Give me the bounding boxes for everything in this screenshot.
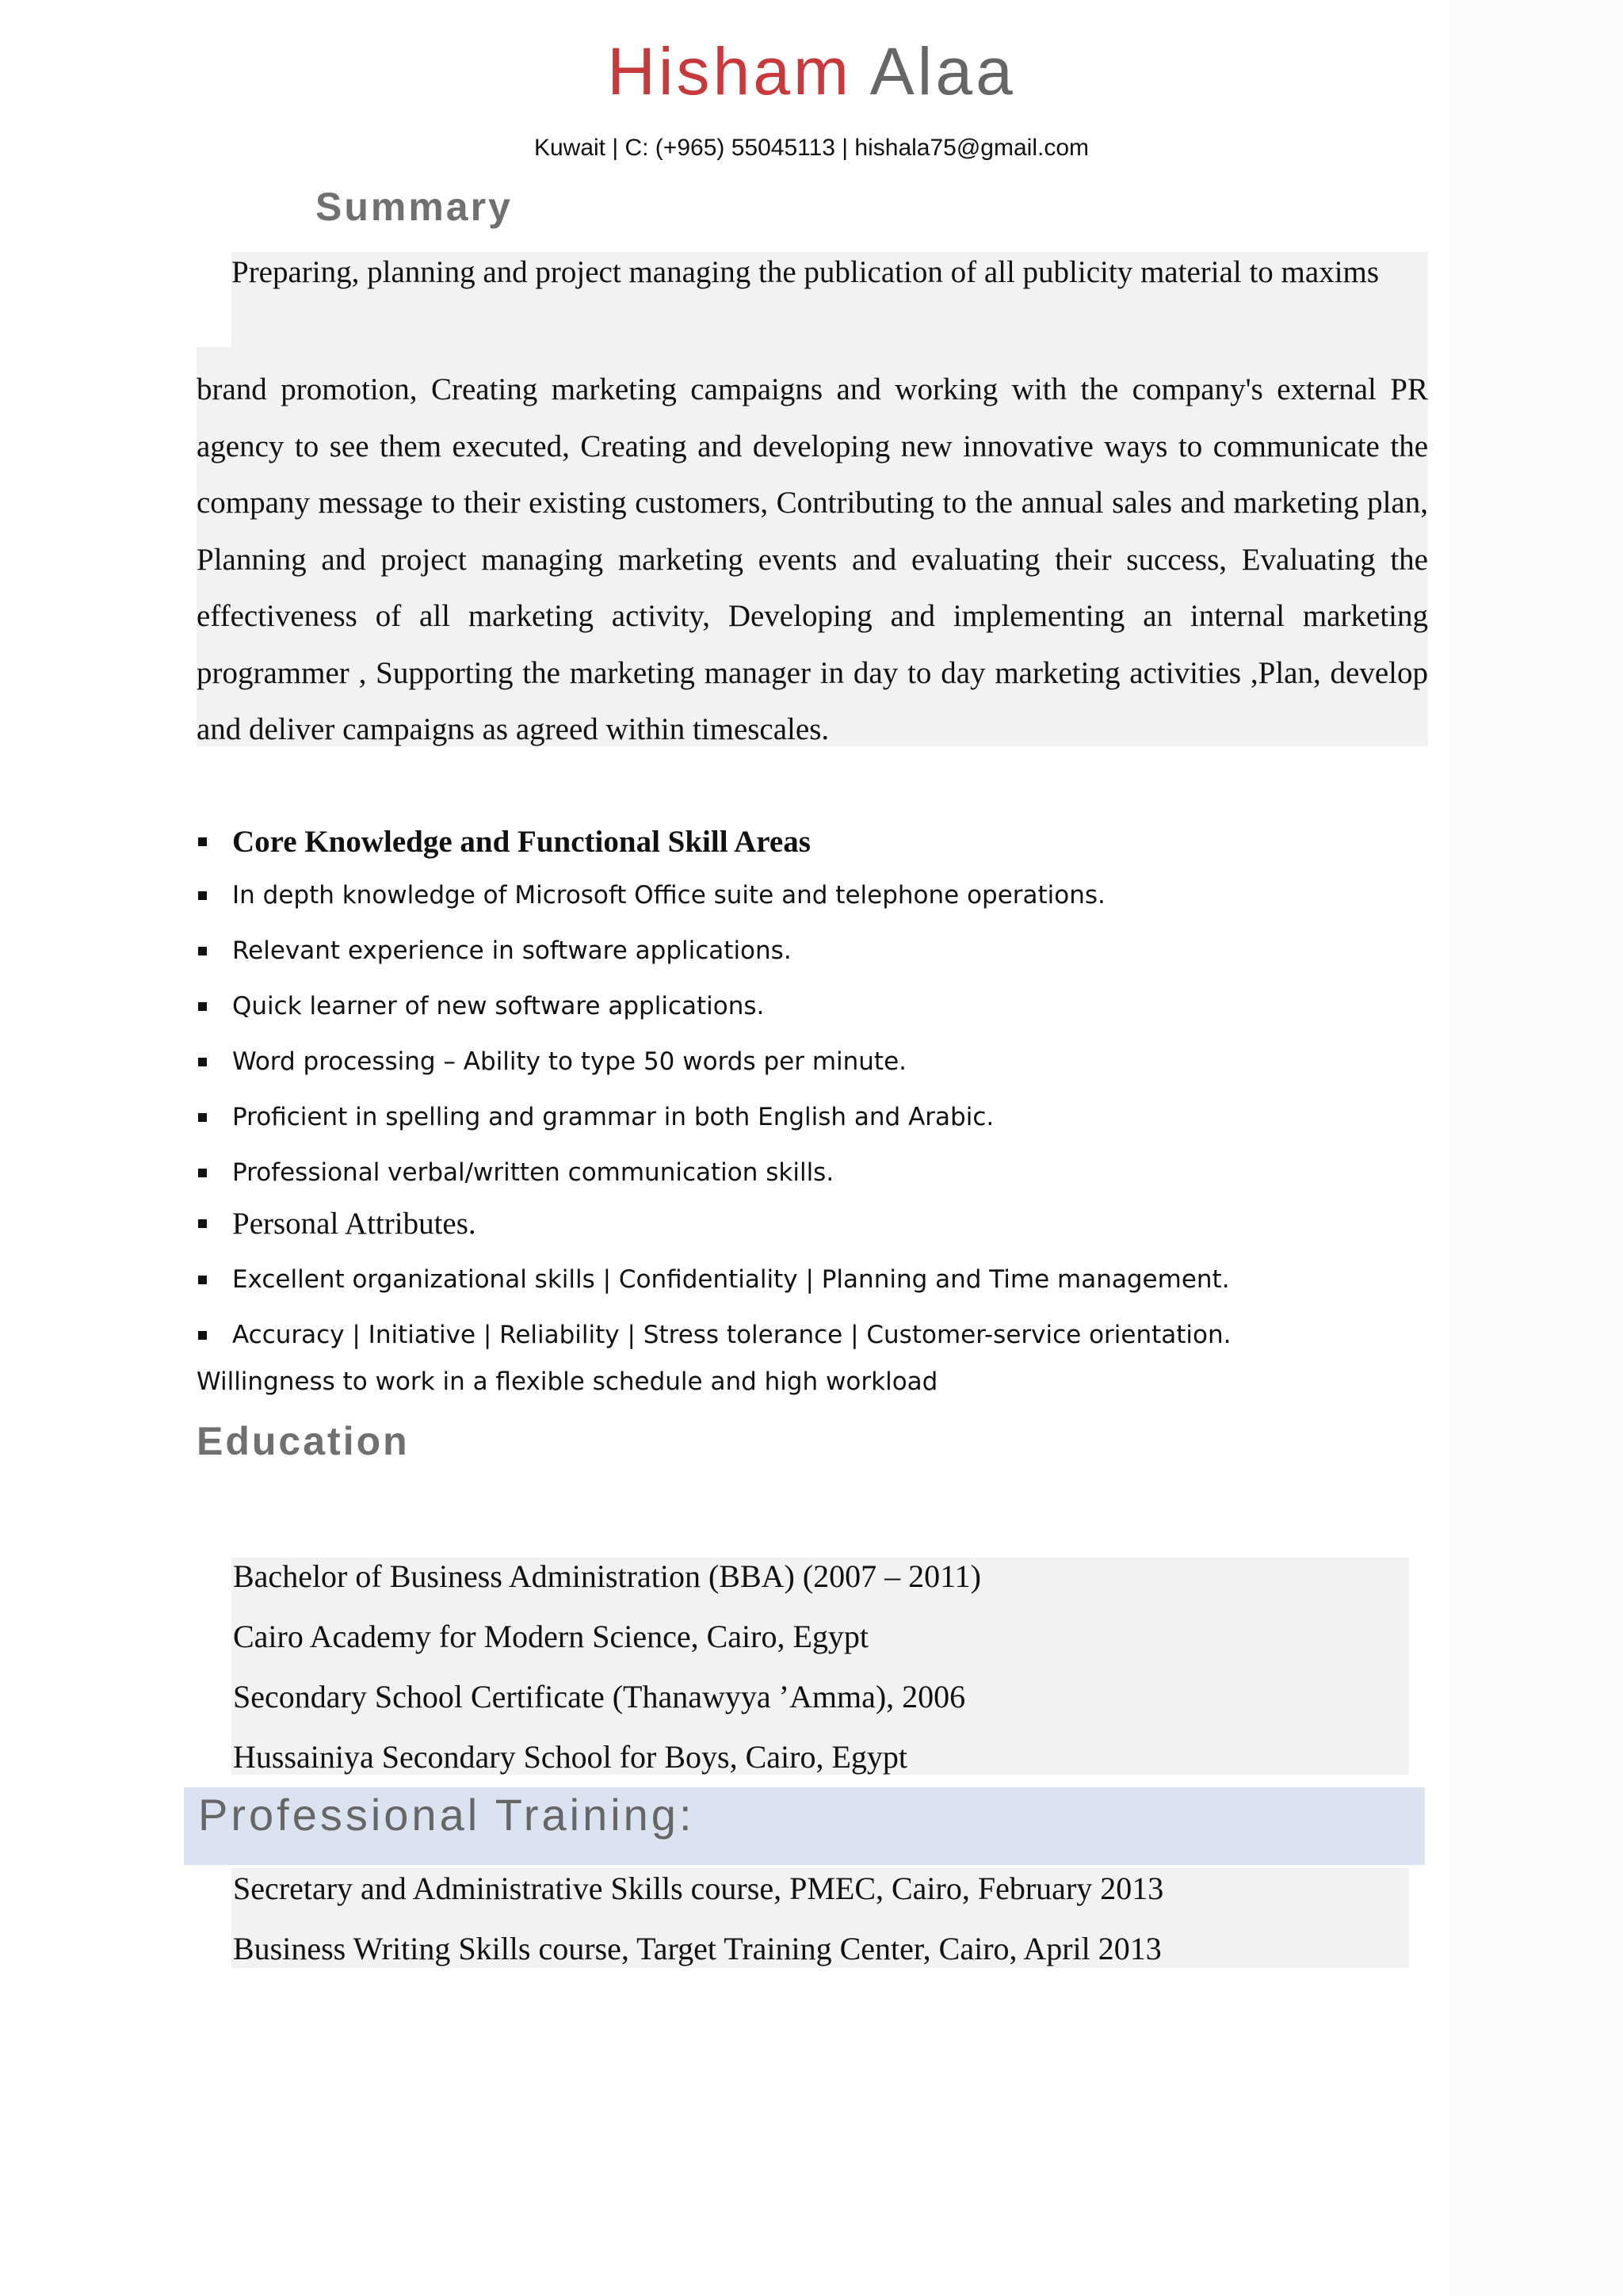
- page-margin-shade: [1450, 0, 1623, 2296]
- list-item: [198, 992, 764, 1020]
- summary-heading: Summary: [315, 185, 513, 229]
- skill-text: Relevant experience in software applications.: [232, 936, 792, 965]
- training-line: Secretary and Administrative Skills course, PMEC, Cairo, February 2013: [233, 1871, 1164, 1906]
- list-item: [198, 1103, 994, 1131]
- summary-body: brand promotion, Creating marketing campaigns and working with the company's external PR agency to see them executed, Creating and developing new innovative ways to communicate the company message to their existing customers, Contributing to the annual sales and marketing plan, Planning and project managing marketing events and evaluating their success, Evaluating the effectiveness of all marketing activity, Developing and implementing an internal marketing programmer , Supporting the marketing manager in day to day marketing activities ,Plan, develop and deliver campaigns as agreed within timescales.: [197, 372, 1428, 746]
- bullet-square-icon: [198, 1331, 207, 1340]
- education-line: Cairo Academy for Modern Science, Cairo, Egypt: [233, 1619, 869, 1654]
- bullet-square-icon: [198, 837, 207, 846]
- education-line: Bachelor of Business Administration (BBA) (2007 – 2011): [233, 1558, 981, 1594]
- education-line: Hussainiya Secondary School for Boys, Cairo, Egypt: [233, 1739, 907, 1775]
- skills-heading-item: [198, 824, 811, 860]
- contact-line: Kuwait | C: (+965) 55045113 | hishala75@gmail.com: [533, 135, 1090, 161]
- bullet-square-icon: [198, 1002, 207, 1011]
- first-name: Hisham: [607, 34, 852, 109]
- training-line: Business Writing Skills course, Target Training Center, Cairo, April 2013: [233, 1931, 1162, 1966]
- bullet-square-icon: [198, 891, 207, 900]
- flexibility-note: Willingness to work in a flexible schedule and high workload: [197, 1367, 938, 1396]
- skill-text: Professional verbal/written communication skills.: [232, 1158, 834, 1187]
- skills-heading: Core Knowledge and Functional Skill Areas: [232, 825, 811, 859]
- bullet-square-icon: [198, 1169, 207, 1177]
- personal-attributes-heading: Personal Attributes.: [232, 1207, 476, 1241]
- skill-text: Word processing – Ability to type 50 words per minute.: [232, 1047, 907, 1076]
- bullet-square-icon: [198, 1058, 207, 1066]
- personal-attributes-item: [198, 1206, 476, 1241]
- skill-text: Proficient in spelling and grammar in both English and Arabic.: [232, 1103, 995, 1131]
- bullet-square-icon: [198, 947, 207, 955]
- attribute-text: Accuracy | Initiative | Reliability | Stress tolerance | Customer-service orientation.: [232, 1321, 1232, 1349]
- list-item: [198, 936, 792, 965]
- list-item: [198, 1047, 907, 1076]
- bullet-square-icon: [198, 1219, 207, 1228]
- summary-first-paragraph: Preparing, planning and project managing the publication of all publicity material to maxims: [231, 255, 1380, 289]
- candidate-name: [0, 34, 1623, 109]
- skill-text: Quick learner of new software applications.: [232, 992, 765, 1020]
- education-line: Secondary School Certificate (Thanawyya ’Amma), 2006: [233, 1679, 966, 1714]
- education-heading: Education: [197, 1419, 410, 1463]
- last-name: Alaa: [869, 34, 1016, 109]
- bullet-square-icon: [198, 1113, 207, 1122]
- training-heading: Professional Training:: [198, 1790, 695, 1840]
- bullet-square-icon: [198, 1276, 207, 1284]
- list-item: [198, 881, 1106, 910]
- skill-text: In depth knowledge of Microsoft Office suite and telephone operations.: [232, 881, 1106, 910]
- list-item: [198, 1265, 1230, 1294]
- attribute-text: Excellent organizational skills | Confidentiality | Planning and Time management.: [232, 1265, 1230, 1294]
- list-item: [198, 1158, 834, 1187]
- list-item: [198, 1321, 1232, 1349]
